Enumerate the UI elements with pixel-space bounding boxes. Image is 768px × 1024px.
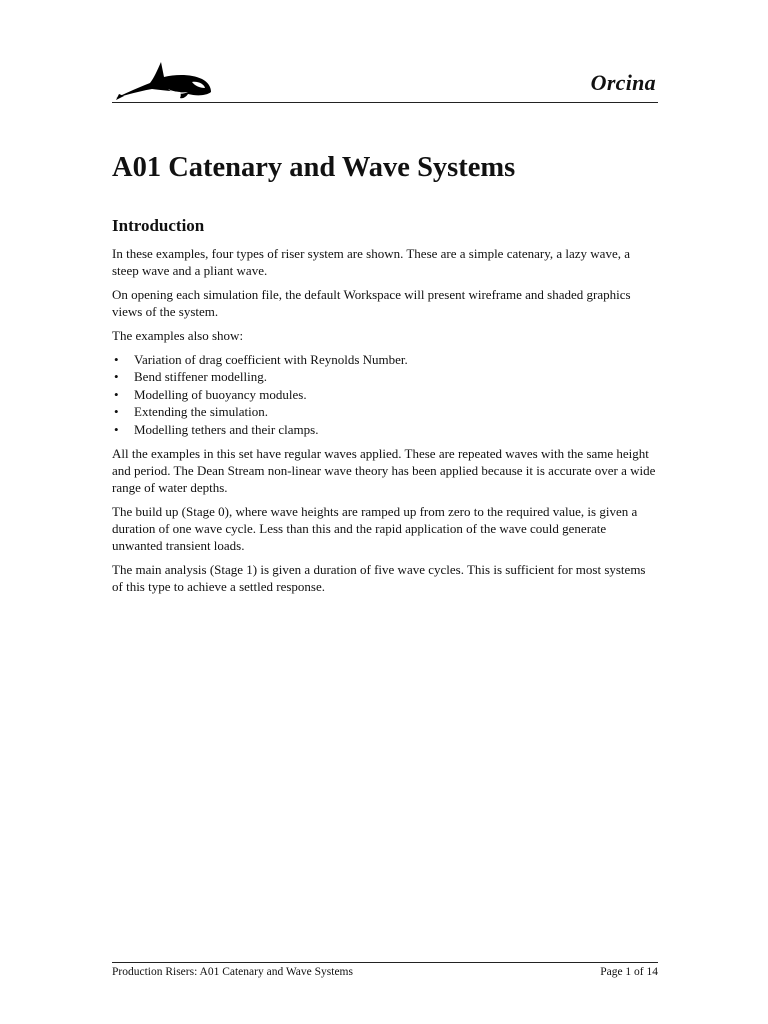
brand-name: Orcina [590,70,656,95]
document-title: A01 Catenary and Wave Systems [112,152,516,183]
bullet-icon: • [114,352,119,367]
page-number: Page 1 of 14 [600,966,658,978]
paragraph: The build up (Stage 0), where wave heights are ramped up from zero to the required value, is given a duration of one wave cycle. Less than this and the rapid application of the wave could generate unwanted transient loads. [112,504,638,554]
paragraph: On opening each simulation file, the default Workspace will present wireframe and shaded graphics views of the system. [112,287,631,319]
bullet-icon: • [114,369,119,385]
list-item [112,368,658,385]
list-item-text: Extending the simulation. [134,404,268,420]
list-item-text: Variation of drag coefficient with Reynolds Number. [134,352,408,367]
document-body [112,216,658,602]
orca-whale-icon [114,54,214,100]
bullet-icon: • [114,421,119,437]
list-item-text: Bend stiffener modelling. [134,369,267,385]
introduction-heading: Introduction [112,216,205,235]
list-item [112,403,658,420]
paragraph: The main analysis (Stage 1) is given a duration of five wave cycles. This is sufficient for most systems of this type to achieve a settled response. [112,562,646,595]
examples-list [112,351,658,438]
paragraph: All the examples in this set have regular waves applied. These are repeated waves with the same height and period. The Dean Stream non-linear wave theory has been applied because it is accurate over a wide range of water depths. [112,446,656,496]
list-item [112,351,658,368]
list-item-text: Modelling tethers and their clamps. [134,421,319,437]
footer-document-name: Production Risers: A01 Catenary and Wave Systems [112,966,353,978]
paragraph: In these examples, four types of riser system are shown. These are a simple catenary, a lazy wave, a steep wave and a pliant wave. [112,246,630,278]
page-footer [112,962,658,979]
list-item [112,386,658,403]
page-header [112,52,658,103]
list-item-text: Modelling of buoyancy modules. [134,386,307,402]
list-item [112,421,658,438]
paragraph: The examples also show: [112,328,244,343]
bullet-icon: • [114,404,119,420]
bullet-icon: • [114,386,119,402]
